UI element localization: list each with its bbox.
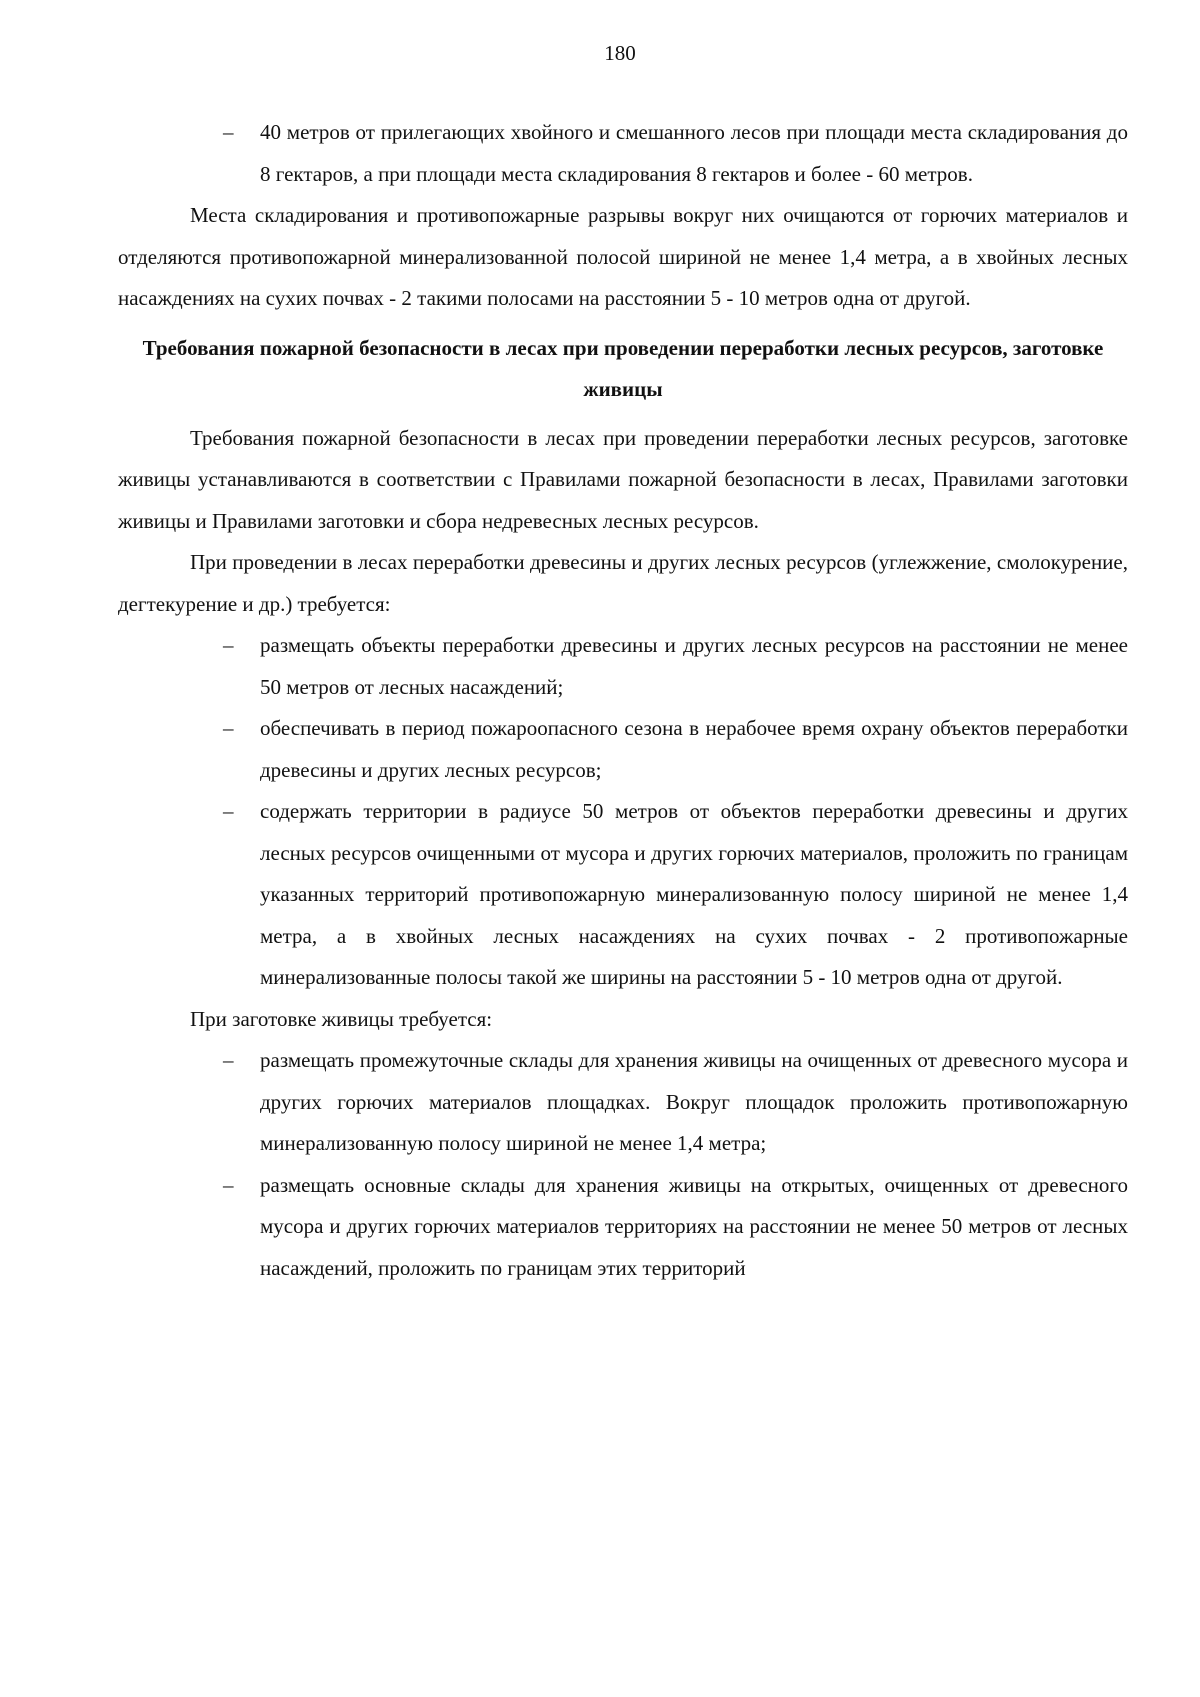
list-item (223, 791, 1128, 999)
intro-list (118, 112, 1128, 195)
dash-bullet: – (223, 120, 234, 144)
list-item-text: размещать объекты переработки древесины и других лесных ресурсов на расстоянии не менее 50 метров от лесных насаждений; (260, 633, 1128, 699)
list-item-text: размещать основные склады для хранения живицы на открытых, очищенных от древесного мусора и других горючих материалов территориях на расстоянии не менее 50 метров от лесных насаждений, проложить по границам этих территорий (260, 1172, 1128, 1280)
dash-bullet: – (223, 799, 234, 823)
list-item (223, 625, 1128, 708)
list-item (223, 1040, 1128, 1165)
dash-bullet: – (223, 1172, 234, 1197)
page-number: 180 (604, 41, 636, 65)
paragraph-processing-intro: При проведении в лесах переработки древесины и других лесных ресурсов (углежжение, смолокурение, дегтекурение и др.) требуется: (118, 550, 1128, 616)
list-item (223, 1165, 1128, 1290)
dash-bullet: – (223, 1048, 234, 1072)
dash-bullet: – (223, 716, 234, 740)
document-body (118, 112, 1128, 1289)
paragraph-resin-intro: При заготовке живицы требуется: (190, 1006, 493, 1031)
list-item-text: 40 метров от прилегающих хвойного и смешанного лесов при площади места складирования до 8 гектаров, а при площади места складирования 8 гектаров и более - 60 метров. (260, 120, 1128, 186)
list-item (223, 708, 1128, 791)
list-item-text: размещать промежуточные склады для хранения живицы на очищенных от древесного мусора и других горючих материалов площадках. Вокруг площадок проложить противопожарную минерализованную полосу шириной не менее 1,4 метра; (260, 1048, 1128, 1155)
paragraph-storage-clearing: Места складирования и противопожарные разрывы вокруг них очищаются от горючих материалов и отделяются противопожарной минерализованной полосой шириной не менее 1,4 метра, а в хвойных лесных насаждениях на сухих почвах - 2 такими полосами на расстоянии 5 - 10 метров одна от другой. (118, 203, 1128, 310)
section-heading: Требования пожарной безопасности в лесах при проведении переработки лесных ресурсов, заготовке живицы (142, 335, 1104, 401)
processing-list (118, 625, 1128, 999)
resin-list (118, 1040, 1128, 1289)
list-item-text: содержать территории в радиусе 50 метров от объектов переработки древесины и других лесных ресурсов очищенными от мусора и других горючих материалов, проложить по границам указанных территорий противопожарную минерализованную полосу шириной не менее 1,4 метра, а в хвойных лесных насаждениях на сухих почвах - 2 противопожарные минерализованные полосы такой же ширины на расстоянии 5 - 10 метров одна от другой. (260, 799, 1128, 989)
list-item (223, 112, 1128, 195)
list-item-text: обеспечивать в период пожароопасного сезона в нерабочее время охрану объектов переработки древесины и других лесных ресурсов; (260, 716, 1128, 782)
paragraph-requirements: Требования пожарной безопасности в лесах при проведении переработки лесных ресурсов, заготовке живицы устанавливаются в соответствии с Правилами пожарной безопасности в лесах, Правилами заготовки живицы и Правилами заготовки и сбора недревесных лесных ресурсов. (118, 425, 1128, 533)
dash-bullet: – (223, 633, 234, 657)
